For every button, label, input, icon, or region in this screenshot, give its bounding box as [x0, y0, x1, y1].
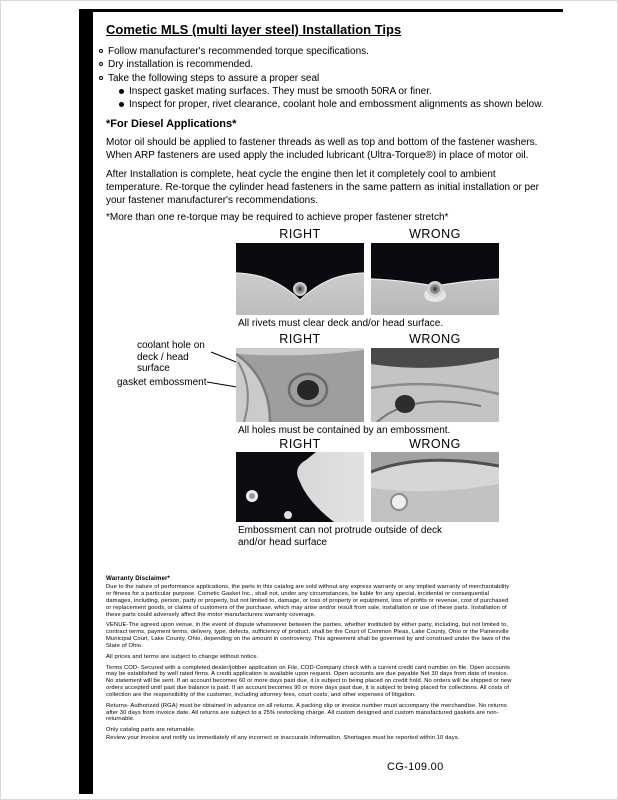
right-label: RIGHT: [279, 227, 321, 241]
retorque-note: *More than one re-torque may be required to achieve proper fastener stretch*: [106, 212, 449, 223]
wrong-label: WRONG: [409, 332, 461, 346]
embossment-inside-diagram: [236, 452, 364, 522]
tip-text: Dry installation is recommended.: [108, 59, 254, 71]
page-title: Cometic MLS (multi layer steel) Installation Tips: [106, 22, 402, 37]
legal-paragraph: Terms COD- Secured with a completed dealer/jobber application on File, COD-Company check with a current credit card number on file. Open accounts may be established by well rated firms. A credit application is available upon request. Open accounts are due payable Net 30 days from date of invoice. No statement will be sent. If an account becomes 60 or more days past due, it is subject to being placed on credit hold. No orders will be shipped or new orders accepted until past due balance is paid. If an account becomes 90 or more days past due, it is subject to being placed for collections. All costs of collection are the responsibility of the customer, including attorney fees, court costs, and other expenses of litigation.: [106, 664, 512, 698]
diesel-heading: *For Diesel Applications*: [106, 118, 237, 130]
top-border-rule: [93, 9, 563, 12]
catalog-code: CG-109.00: [387, 761, 444, 773]
legal-paragraph: Review your invoice and notify us immediately of any incorrect or inaccurate information. Shortages must be reported within 10 days.: [106, 735, 460, 742]
coolant-hole-wrong-image: [371, 348, 499, 422]
hole-contained-diagram: [236, 348, 364, 422]
open-bullet-icon: [99, 49, 103, 53]
right-label: RIGHT: [279, 332, 321, 346]
list-item: [99, 73, 559, 85]
diesel-paragraph-1: Motor oil should be applied to fastener threads as well as top and bottom of the fastener washers. When ARP fasteners are used apply the included lubricant (Ultra-Torque®) in place of motor oil.: [106, 137, 538, 161]
tip-text: Inspect for proper, rivet clearance, coolant hole and embossment alignments as shown below.: [129, 99, 544, 111]
solid-bullet-icon: [119, 89, 124, 94]
rivet-touching-diagram: [371, 243, 499, 315]
embossment-right-image: [236, 452, 364, 522]
list-item: [99, 46, 559, 58]
callout-line: coolant hole on: [137, 340, 205, 351]
diagram-caption: Embossment can not protrude outside of deck and/or head surface: [238, 525, 443, 548]
list-item: [119, 86, 559, 98]
legal-section: [106, 575, 514, 746]
diagram-caption: All holes must be contained by an embossment.: [238, 425, 451, 436]
callout-line: deck / head surface: [137, 351, 189, 374]
wrong-label: WRONG: [409, 437, 461, 451]
diesel-paragraph-2: After Installation is complete, heat cycle the engine then let it completely cool to ambient temperature. Re-torque the cylinder head fasteners in the same pattern as initial installation or per your fastener manufacturer's recommendations.: [106, 169, 540, 206]
left-border-bar: [79, 9, 93, 794]
rivet-clear-diagram: [236, 243, 364, 315]
hole-not-contained-diagram: [371, 348, 499, 422]
list-item: [119, 99, 559, 111]
legal-paragraph: All prices and terms are subject to change without notice.: [106, 653, 259, 660]
legal-paragraph: Due to the nature of performance applications, the parts in this catalog are sold without any express warranty or any implied warranty of merchantability or fitness for a particular purpose. Cometic Gasket Inc., shall not, under any circumstances, be liable for any special, incidental or consequential damages, including, person, party or property, but not limited to, damage, or loss of property or equipment, loss of profits or revenue, cost of purchased or replacement goods, or claims of customers of the purchase, which may arise and/or result from sale, installation or use of these parts. Installation of these parts could adversely affect the motor manufacturers warranty coverage.: [106, 584, 510, 618]
tip-text: Follow manufacturer's recommended torque specifications.: [108, 46, 369, 57]
open-bullet-icon: [99, 62, 103, 66]
list-item: [99, 59, 559, 71]
warranty-disclaimer-heading: Warranty Disclaimer*: [106, 575, 171, 582]
right-label: RIGHT: [279, 437, 321, 451]
tip-text: Take the following steps to assure a proper seal: [108, 72, 320, 84]
open-bullet-icon: [99, 76, 103, 80]
rivet-wrong-image: [371, 243, 499, 315]
tip-text: Inspect gasket mating surfaces. They must be smooth 50RA or finer.: [129, 85, 432, 97]
embossment-callout: gasket embossment: [117, 377, 207, 388]
wrong-label: WRONG: [409, 227, 461, 241]
solid-bullet-icon: [119, 102, 124, 107]
embossment-wrong-image: [371, 452, 499, 522]
rivet-right-image: [236, 243, 364, 315]
embossment-protruding-diagram: [371, 452, 499, 522]
legal-paragraph: VENUE-The agreed upon venue, in the event of dispute whatsoever between the parties, whether instituted by either party, including, but not limited to, contract terms, payment terms, delivery, type, defects, sufficiency of product, shall be the Court of Common Pleas, Lake County, Ohio or the Painesville Municipal Court, Lake County, Ohio, depending on the amount in controversy. This agreement shall be governed by and construed under the laws of the State of Ohio.: [106, 622, 511, 649]
legal-paragraph: Only catalog parts are returnable.: [106, 727, 196, 734]
coolant-hole-right-image: [236, 348, 364, 422]
tips-list: [99, 46, 559, 112]
diagram-caption: All rivets must clear deck and/or head surface.: [238, 318, 444, 329]
legal-paragraph: Returns- Authorized (RGA) must be obtained in advance on all returns. A packing slip or invoice number must accompany the merchandise. No returns after 30 days from invoice date. All returns are subject to a 25% restocking charge. All custom designed and custom manufactured gaskets are non-returnable.: [106, 702, 507, 723]
